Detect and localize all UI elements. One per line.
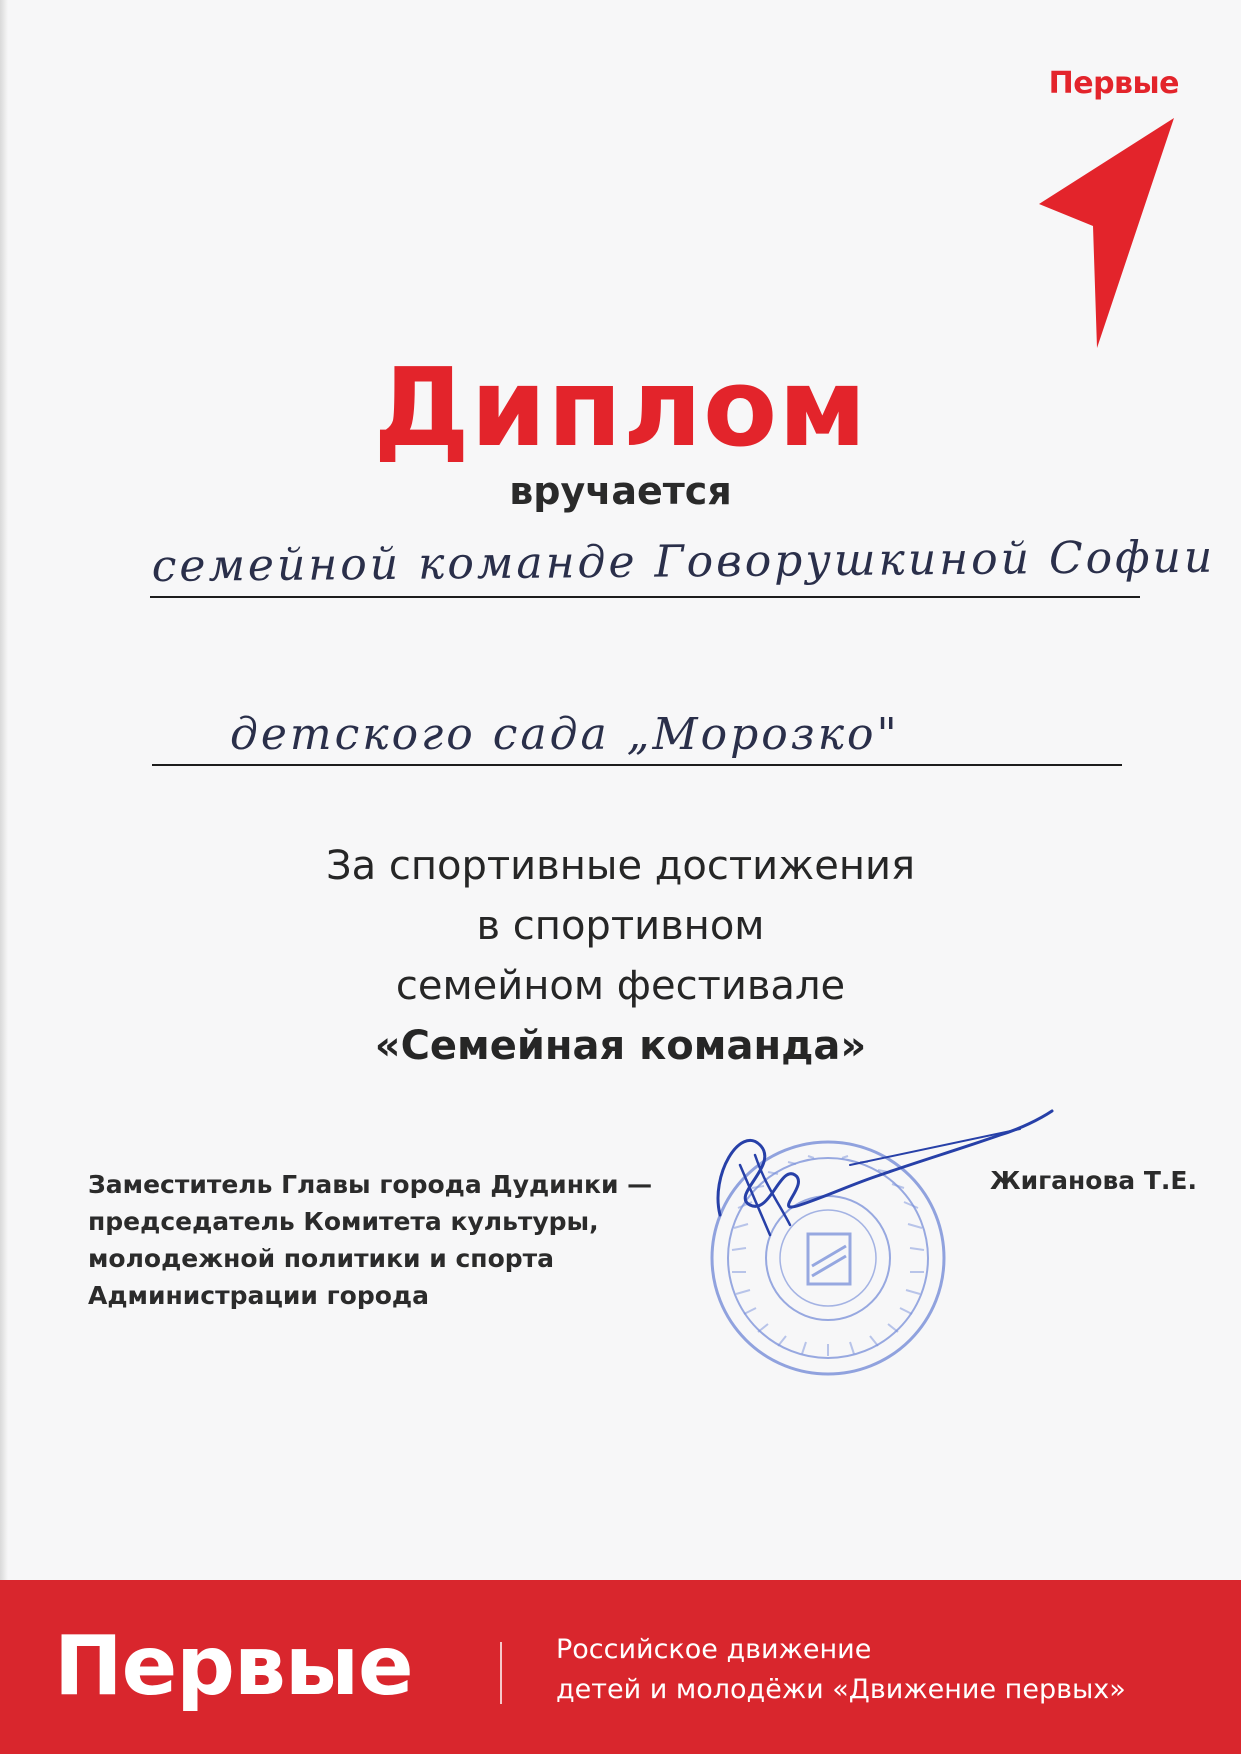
recipient-line-2: детского сада „Морозко"	[230, 709, 900, 760]
event-name: «Семейная команда»	[374, 1023, 867, 1069]
recipient-underline-1	[150, 596, 1140, 598]
logo-top-text: Первые	[1048, 66, 1179, 101]
diploma-title: Диплом	[373, 346, 868, 471]
award-reason	[0, 836, 1241, 1076]
footer-divider	[500, 1642, 502, 1704]
diploma-subtitle: вручается	[509, 469, 732, 513]
signer-name: Жиганова Т.Е.	[989, 1166, 1197, 1195]
signatory-position	[88, 1166, 653, 1314]
reason-line: в спортивном	[476, 903, 765, 949]
footer-brand: Первые	[54, 1619, 413, 1714]
signatory-position-line: председатель Комитета культуры,	[88, 1207, 599, 1236]
footer-band	[0, 1580, 1241, 1754]
footer-description	[556, 1630, 1126, 1710]
recipient-line-1: семейной команде Говорушкиной Софии	[151, 531, 1216, 592]
signatory-position-line: молодежной политики и спорта	[88, 1244, 555, 1273]
first-logo-icon	[1039, 116, 1179, 348]
recipient-underline-2	[152, 764, 1122, 766]
signatory-position-line: Администрации города	[88, 1281, 429, 1310]
reason-line: За спортивные достижения	[325, 843, 916, 889]
signatory-position-line: Заместитель Главы города Дудинки —	[88, 1170, 653, 1199]
reason-line: семейном фестивале	[395, 963, 846, 1009]
footer-description-line: детей и молодёжи «Движение первых»	[556, 1674, 1126, 1705]
footer-description-line: Российское движение	[556, 1634, 872, 1665]
